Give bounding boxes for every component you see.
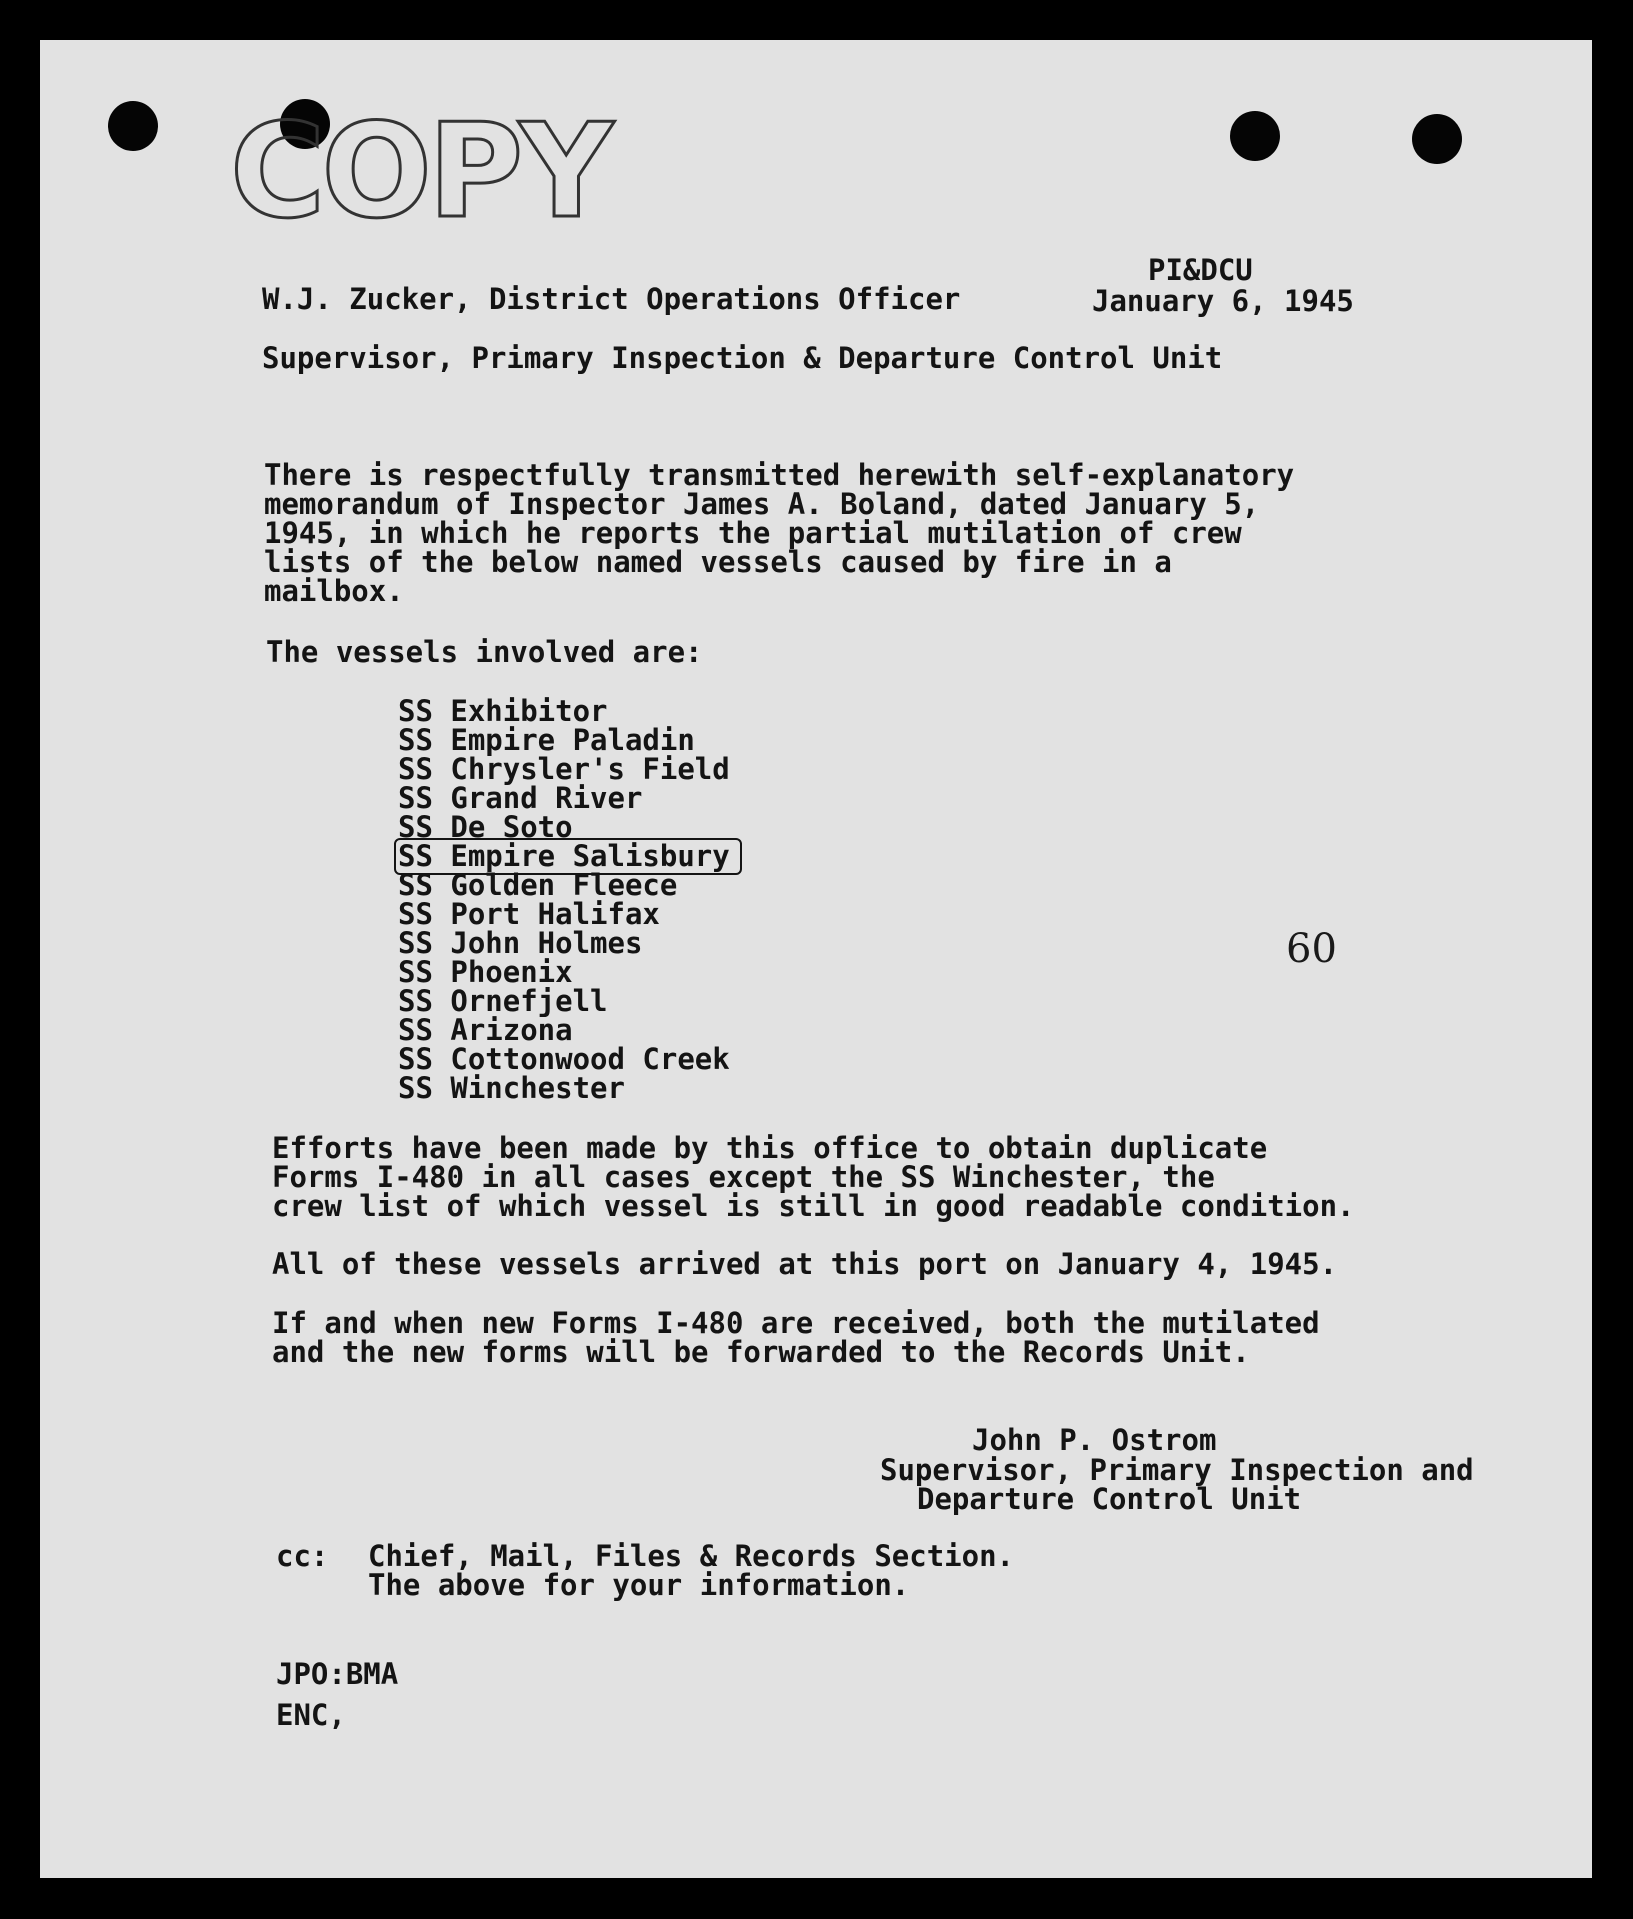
vessel-item: SS Grand River	[398, 781, 643, 815]
cc-recipient: Chief, Mail, Files & Records Section.	[368, 1539, 1015, 1573]
paragraph-3: All of these vessels arrived at this port on January 4, 1945.	[272, 1247, 1338, 1281]
vessel-item: SS Golden Fleece	[398, 868, 678, 902]
from-line: Supervisor, Primary Inspection & Departure Control Unit	[262, 341, 1223, 375]
text-line: Efforts have been made by this office to obtain duplicate	[272, 1131, 1268, 1165]
copy-stamp: COPY	[230, 95, 610, 247]
vessel-item: SS Port Halifax	[398, 897, 660, 931]
vessel-item: SS John Holmes	[398, 926, 643, 960]
cc-label: cc:	[276, 1539, 329, 1573]
vessel-item: SS Phoenix	[398, 955, 573, 989]
vessel-item: SS Winchester	[398, 1071, 625, 1105]
punch-hole	[1412, 114, 1462, 164]
vessel-item: SS Empire Paladin	[398, 723, 695, 757]
vessel-item: SS Cottonwood Creek	[398, 1042, 730, 1076]
signatory-title: Supervisor, Primary Inspection and	[880, 1453, 1474, 1487]
text-line: 1945, in which he reports the partial mutilation of crew	[264, 516, 1242, 550]
cc-note: The above for your information.	[368, 1568, 910, 1602]
office-code: PI&DCU	[1148, 253, 1253, 287]
vessel-item: SS Ornefjell	[398, 984, 608, 1018]
vessel-item: SS Arizona	[398, 1013, 573, 1047]
enclosure-note: ENC,	[276, 1698, 346, 1732]
text-line: If and when new Forms I-480 are received, both the mutilated	[272, 1306, 1320, 1340]
text-line: memorandum of Inspector James A. Boland, dated January 5,	[264, 487, 1260, 521]
vessel-item: SS De Soto	[398, 810, 573, 844]
page-number: 60	[1286, 926, 1337, 972]
vessel-item: SS Exhibitor	[398, 694, 608, 728]
text-line: lists of the below named vessels caused by fire in a	[264, 545, 1172, 579]
memo-date: January 6, 1945	[1092, 284, 1354, 318]
text-line: Forms I-480 in all cases except the SS Winchester, the	[272, 1160, 1215, 1194]
reference-initials: JPO:BMA	[276, 1657, 399, 1691]
punch-hole	[108, 101, 158, 151]
punch-hole	[1230, 111, 1280, 161]
vessel-list	[398, 694, 738, 1105]
text-line: and the new forms will be forwarded to the Records Unit.	[272, 1335, 1250, 1369]
text-line: There is respectfully transmitted herewith self-explanatory	[264, 458, 1295, 492]
vessel-item-boxed: SS Empire Salisbury	[398, 842, 738, 871]
to-line: W.J. Zucker, District Operations Officer	[262, 282, 961, 316]
vessels-intro: The vessels involved are:	[266, 635, 703, 669]
vessel-item: SS Chrysler's Field	[398, 752, 730, 786]
text-line: mailbox.	[264, 574, 404, 608]
text-line: crew list of which vessel is still in good readable condition.	[272, 1189, 1355, 1223]
signatory-title: Departure Control Unit	[917, 1482, 1302, 1516]
signatory-name: John P. Ostrom	[972, 1423, 1217, 1457]
